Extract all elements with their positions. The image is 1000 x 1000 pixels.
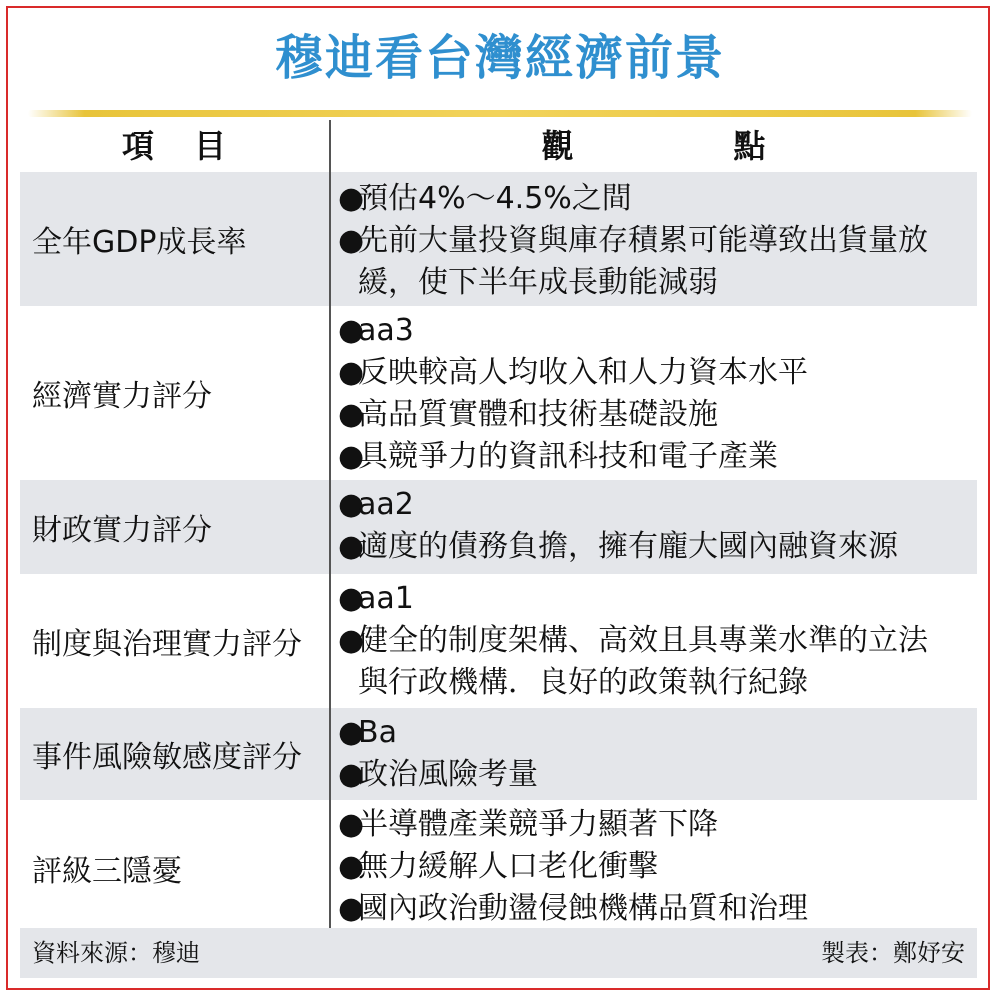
bullet-icon: ● xyxy=(338,313,365,348)
row-points xyxy=(338,804,968,930)
row-points xyxy=(338,484,968,568)
table-row-economic xyxy=(20,306,977,480)
column-divider xyxy=(329,120,331,928)
table-row-fiscal xyxy=(20,480,977,574)
point-item: ●國內政治動盪侵蝕機構品質和治理 xyxy=(338,888,968,930)
bullet-icon: ● xyxy=(338,715,365,750)
point-item: ●aa3 xyxy=(338,310,968,352)
table-row-institutional xyxy=(20,574,977,708)
header-item: 項目 xyxy=(121,127,266,165)
point-item: ●Ba xyxy=(338,712,968,754)
point-item: ●半導體產業競爭力顯著下降 xyxy=(338,804,968,846)
bullet-icon: ● xyxy=(338,439,365,474)
row-points xyxy=(338,712,968,796)
table-row-gdp xyxy=(20,172,977,306)
row-points xyxy=(338,578,968,704)
source-note: 資料來源：穆迪 xyxy=(32,939,200,967)
maker-note: 製表：鄭妤安 xyxy=(821,939,965,967)
point-item: ●政治風險考量 xyxy=(338,754,968,796)
row-label: 制度與治理實力評分 xyxy=(32,627,302,662)
point-item: ●aa2 xyxy=(338,484,968,526)
header-view: 觀點 xyxy=(541,127,926,165)
point-item: ●先前大量投資與庫存積累可能導致出貨量放 緩，使下半年成長動能減弱 xyxy=(338,220,968,304)
table-row-concerns xyxy=(20,800,977,936)
point-item: ●無力緩解人口老化衝擊 xyxy=(338,846,968,888)
bullet-icon: ● xyxy=(338,623,365,658)
bullet-icon: ● xyxy=(338,757,365,792)
row-label: 經濟實力評分 xyxy=(32,379,212,414)
footer xyxy=(20,928,977,978)
point-item: ●預估4%～4.5%之間 xyxy=(338,178,968,220)
point-item: ●高品質實體和技術基礎設施 xyxy=(338,394,968,436)
point-item: ●適度的債務負擔，擁有龐大國內融資來源 xyxy=(338,526,968,568)
bullet-icon: ● xyxy=(338,181,365,216)
bullet-icon: ● xyxy=(338,581,365,616)
table-row-event-risk xyxy=(20,708,977,800)
row-label: 財政實力評分 xyxy=(32,513,212,548)
point-item: ●aa1 xyxy=(338,578,968,620)
row-points xyxy=(338,310,968,478)
row-label: 事件風險敏感度評分 xyxy=(32,740,302,775)
page-title: 穆迪看台灣經濟前景 xyxy=(274,30,725,86)
bullet-icon: ● xyxy=(338,807,365,842)
table-header xyxy=(20,120,977,172)
outlook-table xyxy=(20,120,977,936)
bullet-icon: ● xyxy=(338,355,365,390)
bullet-icon: ● xyxy=(338,223,365,258)
bullet-icon: ● xyxy=(338,529,365,564)
bullet-icon: ● xyxy=(338,891,365,926)
row-points xyxy=(338,178,968,304)
title-divider xyxy=(28,110,972,117)
bullet-icon: ● xyxy=(338,487,365,522)
bullet-icon: ● xyxy=(338,849,365,884)
row-label: 全年GDP成長率 xyxy=(32,225,247,260)
point-item: ●具競爭力的資訊科技和電子產業 xyxy=(338,436,968,478)
row-label: 評級三隱憂 xyxy=(32,854,182,889)
bullet-icon: ● xyxy=(338,397,365,432)
point-item: ●反映較高人均收入和人力資本水平 xyxy=(338,352,968,394)
point-item: ●健全的制度架構、高效且具專業水準的立法 與行政機構．良好的政策執行紀錄 xyxy=(338,620,968,704)
